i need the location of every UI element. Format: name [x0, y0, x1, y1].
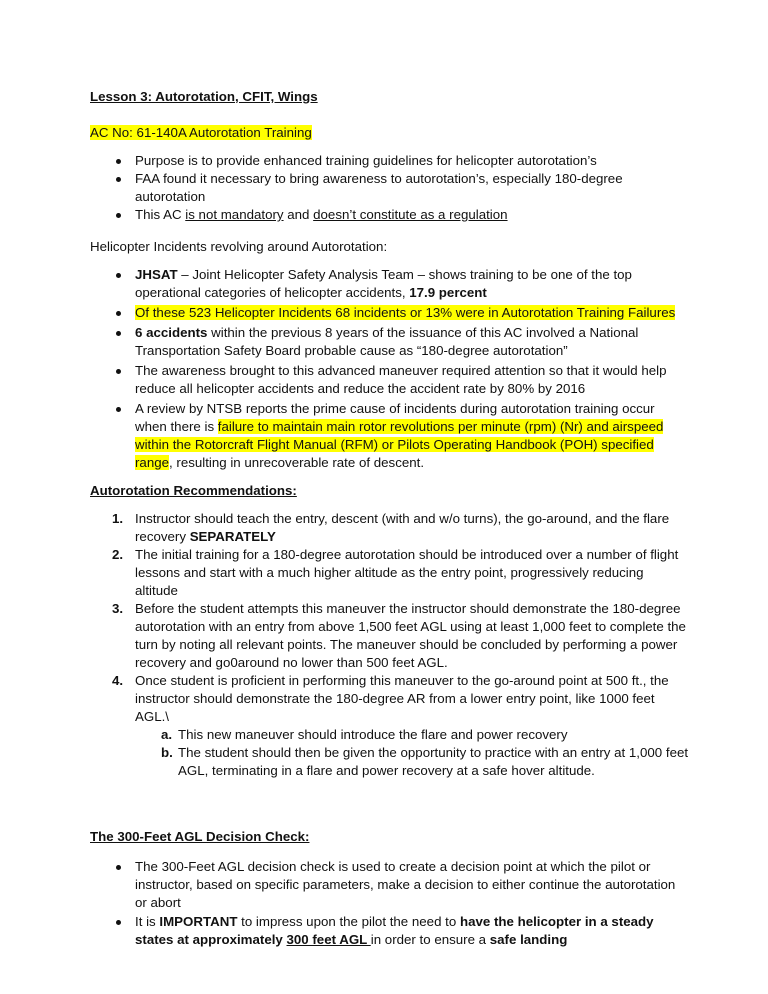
document-page [90, 88, 690, 950]
list-item-text: within the previous 8 years of the issuance of this AC involved a National Transportation Safety Board probable cause as “180-degree autorotation” [135, 325, 639, 358]
list-item-text: It is [135, 914, 160, 929]
list-number: 3. [112, 601, 124, 616]
list-item [90, 400, 690, 472]
list-number: 2. [112, 547, 124, 562]
list-letter: a. [161, 727, 173, 742]
ac-bullet-list [90, 152, 690, 224]
decision-list [90, 858, 690, 949]
list-item-text: This new maneuver should introduce the flare and power recovery [178, 727, 568, 742]
ac-heading-text: AC No: 61-140A Autorotation Training [90, 125, 312, 140]
recommendations-list [90, 510, 690, 780]
list-letter: b. [161, 745, 173, 760]
highlighted-text: Of these 523 Helicopter Incidents 68 incidents or 13% were in Autorotation Training Failures [135, 305, 676, 320]
list-item-text: to impress upon the pilot the need to [237, 914, 460, 929]
list-item-text: in order to ensure a [370, 932, 490, 947]
underlined-text: is not mandatory [185, 207, 284, 222]
list-number: 1. [112, 511, 124, 526]
bold-text: IMPORTANT [159, 914, 238, 929]
list-item [90, 170, 690, 206]
list-item [90, 672, 690, 780]
list-item-text: and [283, 207, 314, 222]
highlighted-text: failure to maintain main rotor revolutions per minute (rpm) (Nr) and airspeed within the Rotorcraft Flight Manual (RFM) or Pilots Operating Handbook (POH) specified range [135, 419, 664, 470]
list-item-text: – Joint Helicopter Safety Analysis Team – shows training to be one of the top operational categories of helicopter accidents, [135, 267, 632, 300]
list-item-text: A review by NTSB reports the prime cause of incidents during autorotation training occur when there is [135, 401, 655, 434]
bold-underlined-text: 300 feet AGL [286, 932, 371, 947]
bold-text: 6 accidents [135, 325, 208, 340]
list-item-text: Before the student attempts this maneuver the instructor should demonstrate the 180-degree autorotation with an entry from above 1,500 feet AGL using at least 1,000 feet to complete the turn by noting all relevant points. The maneuver should be concluded by performing a power recovery and go0around no lower than 500 feet AGL. [135, 601, 686, 670]
list-item [90, 913, 690, 949]
decision-heading: The 300-Feet AGL Decision Check: [90, 829, 310, 844]
recommendations-heading: Autorotation Recommendations: [90, 483, 297, 498]
list-item-text: Once student is proficient in performing this maneuver to the go-around point at 500 ft., the instructor should demonstrate the 180-degree AR from a lower entry point, like 1000 feet AGL.\ [135, 673, 669, 724]
list-item-text: Purpose is to provide enhanced training guidelines for helicopter autorotation’s [135, 153, 597, 168]
bold-text: 17.9 percent [409, 285, 487, 300]
list-item-text: The 300-Feet AGL decision check is used to create a decision point at which the pilot or instructor, based on specific parameters, make a decision to either continue the autorotation or abort [135, 859, 676, 910]
list-item [135, 744, 690, 780]
list-item-text: Instructor should teach the entry, descent (with and w/o turns), the go-around, and the flare recovery [135, 511, 670, 544]
list-item [90, 324, 690, 360]
ac-heading [90, 124, 690, 142]
incidents-list [90, 266, 690, 472]
list-item [90, 600, 690, 672]
list-item-text: FAA found it necessary to bring awareness to autorotation’s, especially 180-degree autorotation [135, 171, 623, 204]
list-item [135, 726, 690, 744]
bold-text: SEPARATELY [189, 529, 276, 544]
list-item [90, 858, 690, 912]
list-item [90, 266, 690, 302]
list-item [90, 362, 690, 398]
sub-list [135, 726, 690, 780]
list-item-text: The initial training for a 180-degree autorotation should be introduced over a number of flight lessons and start with a much higher altitude as the entry point, progressively reducing altitude [135, 547, 679, 598]
bold-text: have the helicopter in a steady states at approximately [135, 914, 654, 947]
list-item [90, 304, 690, 322]
incidents-intro: Helicopter Incidents revolving around Autorotation: [90, 239, 388, 254]
list-item-text: , resulting in unrecoverable rate of descent. [169, 455, 425, 470]
list-item-text: The awareness brought to this advanced maneuver required attention so that it would help reduce all helicopter accidents and reduce the accident rate by 80% by 2016 [135, 363, 667, 396]
list-item [90, 510, 690, 546]
lesson-title: Lesson 3: Autorotation, CFIT, Wings [90, 89, 318, 104]
underlined-text: doesn’t constitute as a regulation [313, 207, 508, 222]
list-item-text: The student should then be given the opportunity to practice with an entry at 1,000 feet AGL, terminating in a flare and power recovery at a safe hover altitude. [178, 745, 689, 778]
bold-text: JHSAT [135, 267, 178, 282]
list-item [90, 546, 690, 600]
list-item [90, 152, 690, 170]
list-item [90, 206, 690, 224]
list-number: 4. [112, 673, 124, 688]
list-item-text: This AC [135, 207, 186, 222]
bold-text: safe landing [489, 932, 568, 947]
